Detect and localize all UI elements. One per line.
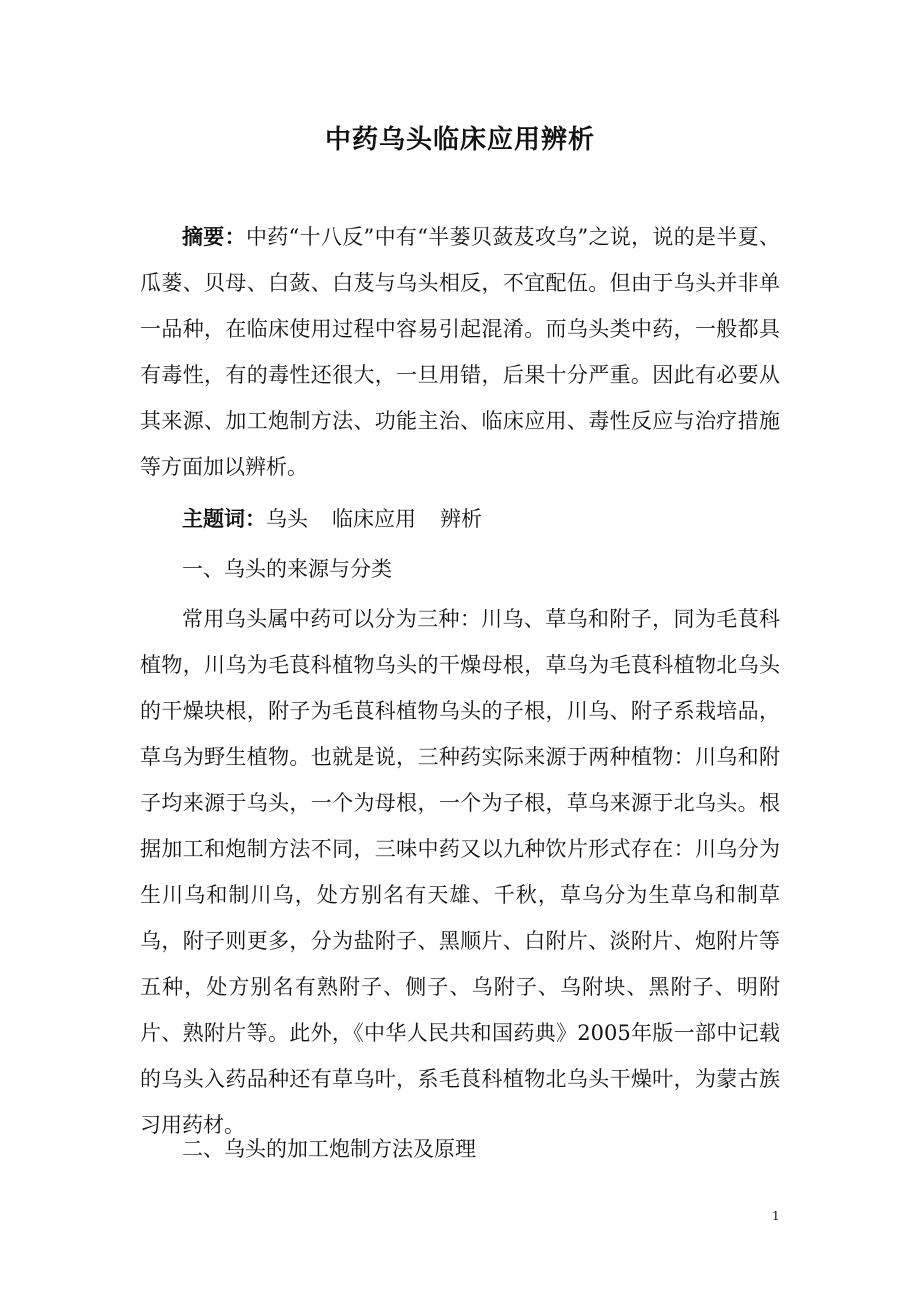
abstract-paragraph	[140, 214, 780, 490]
section1-paragraph: 常用乌头属中药可以分为三种：川乌、草乌和附子，同为毛茛科植物，川乌为毛茛科植物乌头的干燥母根，草乌为毛茛科植物北乌头的干燥块根，附子为毛茛科植物乌头的子根，川乌、附子系栽培品，草乌为野生植物。也就是说，三种药实际来源于两种植物：川乌和附子均来源于乌头，一个为母根，一个为子根，草乌来源于北乌头。根据加工和炮制方法不同，三味中药又以九种饮片形式存在：川乌分为生川乌和制川乌，处方别名有天雄、千秋，草乌分为生草乌和制草乌，附子则更多，分为盐附子、黑顺片、白附片、淡附片、炮附片等五种，处方别名有熟附子、侧子、乌附子、乌附块、黑附子、明附片、熟附片等。此外，《中华人民共和国药典》2005年版一部中记载的乌头入药品种还有草乌叶，系毛茛科植物北乌头干燥叶，为蒙古族习用药材。	[140, 607, 780, 1137]
abstract-label: 摘要：	[182, 225, 246, 249]
keyword-item: 辨析	[440, 507, 482, 531]
section2-heading: 二、乌头的加工炮制方法及原理	[182, 1137, 476, 1161]
document-title: 中药乌头临床应用辨析	[324, 125, 595, 155]
abstract-text: 中药“十八反”中有“半蒌贝蔹芨攻乌”之说，说的是半夏、瓜蒌、贝母、白蔹、白芨与乌头相反，不宜配伍。但由于乌头并非单一品种，在临床使用过程中容易引起混淆。而乌头类中药，一般都具有毒性，有的毒性还很大，一旦用错，后果十分严重。因此有必要从其来源、加工炮制方法、功能主治、临床应用、毒性反应与治疗措施等方面加以辨析。	[140, 225, 780, 479]
page-number: 1	[772, 1209, 780, 1223]
keyword-item: 临床应用	[332, 507, 416, 531]
keyword-item: 乌头	[266, 507, 308, 531]
section1-heading: 一、乌头的来源与分类	[182, 557, 392, 581]
keywords-line	[140, 496, 780, 542]
keywords-label: 主题词：	[182, 507, 266, 531]
